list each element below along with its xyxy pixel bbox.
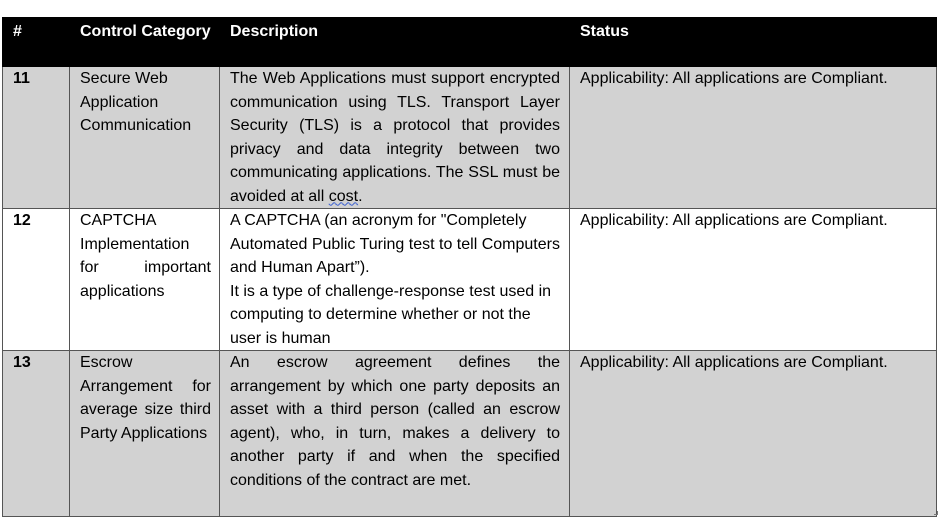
row-number: 13 [3,351,70,517]
table-row [3,209,937,351]
description-text: The Web Applications must support encrypted communication using TLS. Transport Layer Security (TLS) is a protocol that provides privacy and data integrity between two communicating applications. The SSL must be avoided at all [230,70,560,205]
header-description: Description [220,18,570,67]
table-row [3,67,937,209]
row-description: An escrow agreement defines the arrangement by which one party deposits an asset with a third person (called an escrow agent), who, in turn, makes a delivery to another party if and when the specified conditions of the contract are met. [220,351,570,517]
row-status: Applicability: All applications are Compliant. [570,351,937,517]
row-control-category: Escrow Arrangement for average size third Party Applications [70,351,220,517]
row-control-category: CAPTCHA Implementation for important applications [70,209,220,351]
row-description [220,67,570,209]
page-corner-mark [934,511,938,515]
table-header-row [3,18,937,67]
row-control-category: Secure Web Application Communication [70,67,220,209]
row-number: 12 [3,209,70,351]
table-row [3,351,937,517]
row-status: Applicability: All applications are Compliant. [570,209,937,351]
header-number: # [3,18,70,67]
description-paragraph: A CAPTCHA (an acronym for "Completely Automated Public Turing test to tell Computers and Human Apart”). [230,212,560,276]
description-end: . [358,187,363,205]
controls-table [2,17,937,517]
row-number: 11 [3,67,70,209]
description-paragraph: It is a type of challenge-response test used in computing to determine whether or not the user is human [230,282,552,347]
header-control-category: Control Category [70,18,220,67]
row-status: Applicability: All applications are Compliant. [570,67,937,209]
controls-table-wrapper [2,17,936,517]
spelling-flag-word: cost [328,187,359,205]
header-status: Status [570,18,937,67]
row-description [220,209,570,351]
